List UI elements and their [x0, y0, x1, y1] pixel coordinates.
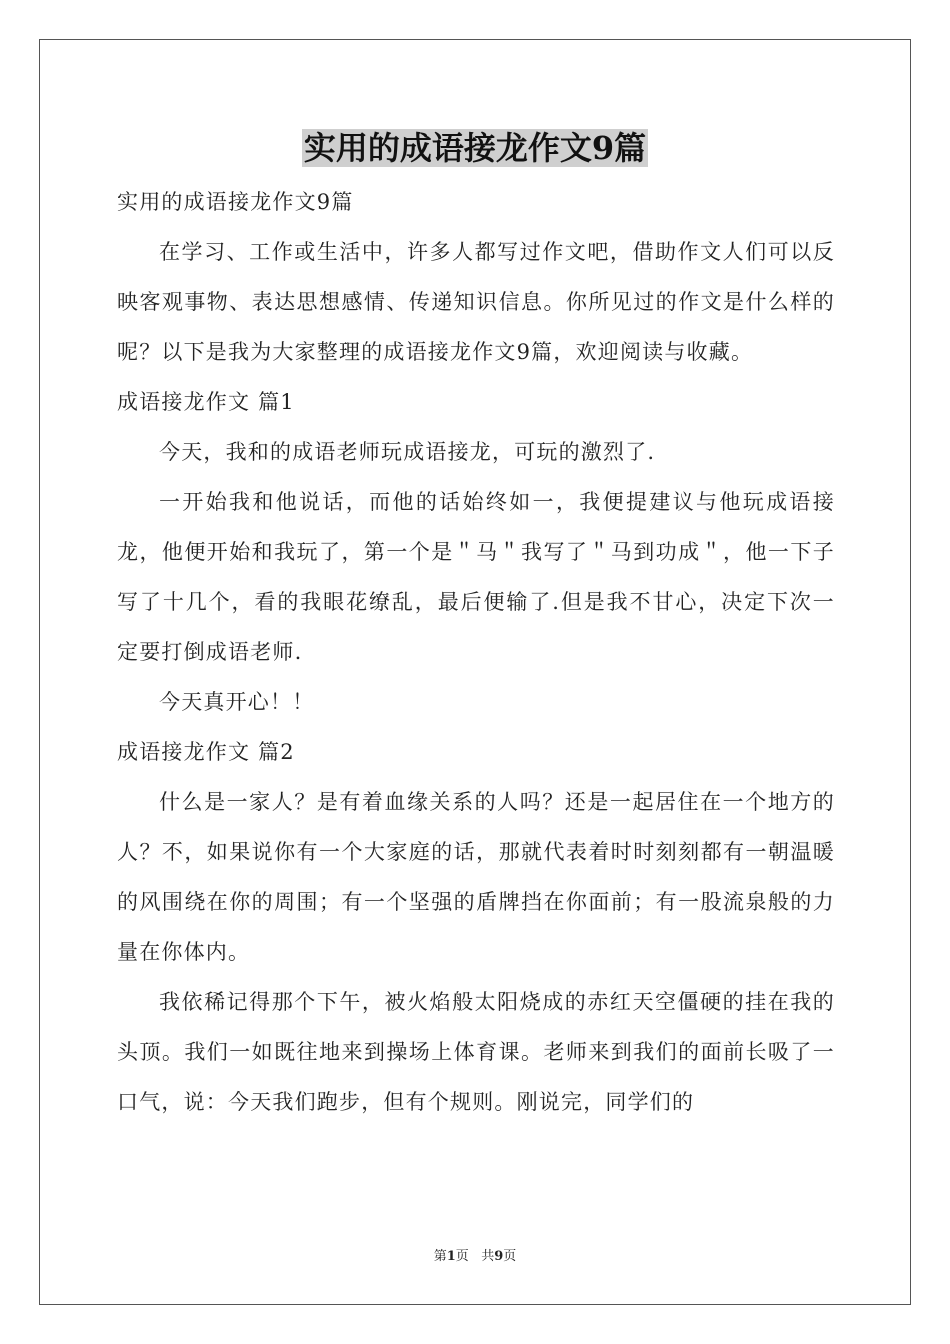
subtitle-line: 实用的成语接龙作文9篇	[117, 190, 354, 214]
page-prefix: 第	[433, 1249, 447, 1264]
page-footer	[0, 1247, 950, 1267]
section-1-paragraph-2: 一开始我和他说话，而他的话始终如一，我便提建议与他玩成语接龙，他便开始和我玩了，第一个是＂马＂我写了＂马到功成＂，他一下子写了十几个，看的我眼花缭乱，最后便输了.但是我不甘心，决定下次一定要打倒成语老师.	[117, 490, 835, 664]
document-body	[117, 177, 835, 1127]
intro-paragraph: 在学习、工作或生活中，许多人都写过作文吧，借助作文人们可以反映客观事物、表达思想感情、传递知识信息。你所见过的作文是什么样的呢？以下是我为大家整理的成语接龙作文9篇，欢迎阅读与收藏。	[117, 240, 835, 364]
page-total: 9	[494, 1249, 504, 1264]
section-1-paragraph-3: 今天真开心！！	[159, 690, 315, 714]
page-current: 1	[446, 1249, 456, 1264]
section-2-paragraph-1: 什么是一家人？是有着血缘关系的人吗？还是一起居住在一个地方的人？不，如果说你有一个大家庭的话，那就代表着时时刻刻都有一朝温暖的风围绕在你的周围；有一个坚强的盾牌挡在你面前；有一股流泉般的力量在你体内。	[117, 790, 835, 964]
total-suffix: 页	[503, 1249, 517, 1264]
section-heading-1: 成语接龙作文 篇1	[117, 390, 295, 414]
page-suffix: 页	[455, 1249, 469, 1264]
document-title	[0, 124, 950, 172]
section-1-paragraph-1: 今天，我和的成语老师玩成语接龙，可玩的激烈了.	[159, 440, 656, 464]
section-2-paragraph-2: 我依稀记得那个下午，被火焰般太阳烧成的赤红天空僵硬的挂在我的头顶。我们一如既往地来到操场上体育课。老师来到我们的面前长吸了一口气，说：今天我们跑步，但有个规则。刚说完，同学们的	[117, 990, 835, 1114]
total-prefix: 共	[481, 1249, 495, 1264]
document-title-text: 实用的成语接龙作文9篇	[303, 129, 647, 167]
section-heading-2: 成语接龙作文 篇2	[117, 740, 295, 764]
